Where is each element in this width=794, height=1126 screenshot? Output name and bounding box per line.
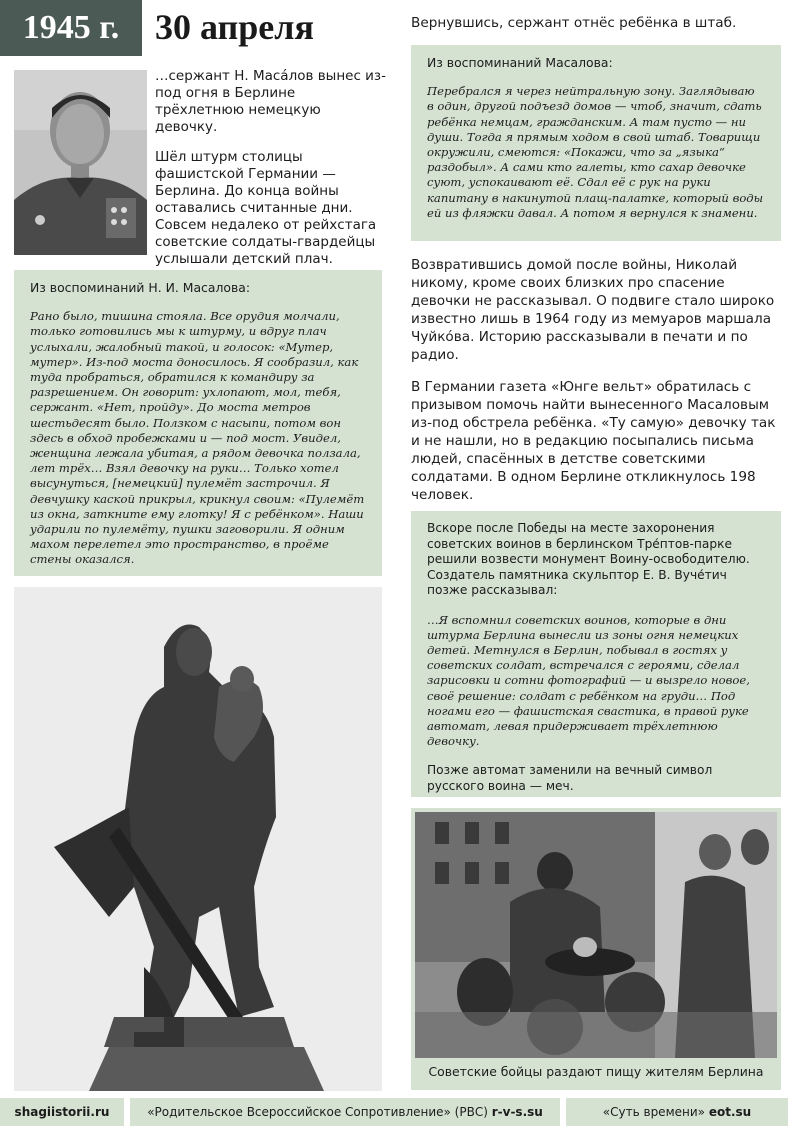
portrait-photo — [14, 70, 147, 255]
right-paragraph-2: В Германии газета «Юнге вельт» обратилась с призывом помочь найти вынесенного Масаловым из-под обстрела ребёнка. «Ту самую» девочку так и не нашли, но в редакцию посыпались письма людей, спасённых в детстве советскими солдатами. В одном Берлине откликнулось 198 человек. — [411, 379, 776, 503]
footer-link-shagiistorii[interactable] — [0, 1098, 124, 1126]
intro-text — [155, 68, 387, 281]
street-photo-panel — [411, 808, 781, 1090]
sculptor-quote-outro: Позже автомат заменили на вечный символ русского воина — меч. — [427, 763, 713, 793]
footer-eot-text: «Суть времени» — [602, 1105, 705, 1119]
right-paragraph-1: Возвратившись домой после войны, Николай никому, кроме своих близких про спасение девочки не рассказывал. О подвиге стало широко известно лишь в 1964 году из мемуаров маршала Чуйко́ва. Историю рассказывали в печати и по радио. — [411, 257, 775, 363]
memoir-quote-2-title: Из воспоминаний Масалова: — [427, 55, 613, 70]
footer-site-1[interactable]: shagiistorii.ru — [14, 1105, 110, 1119]
page-title: 30 апреля — [155, 7, 314, 47]
intro-paragraph-1: …сержант Н. Маса́лов вынес из-под огня в Берлине трёхлетнюю немецкую девочку. — [155, 68, 386, 135]
footer-link-eot[interactable] — [566, 1098, 788, 1126]
memoir-quote-2 — [411, 45, 781, 241]
footer-link-rvs[interactable] — [130, 1098, 560, 1126]
footer-eot-site[interactable]: eot.su — [708, 1105, 752, 1119]
intro-paragraph-2: Шёл штурм столицы фашистской Германии — Берлина. До конца войны оставались считанные дни. Совсем недалеко от рейхстага советские солдаты-гвардейцы услышали детский плач. — [155, 149, 377, 267]
memoir-quote-1 — [14, 270, 382, 576]
monument-photo — [14, 587, 382, 1091]
right-paragraph-0: Вернувшись, сержант отнёс ребёнка в штаб. — [411, 15, 737, 31]
street-photo — [415, 812, 777, 1058]
year-label: 1945 г. — [22, 9, 120, 46]
footer-rvs-text: «Родительское Всероссийское Сопротивление» (РВС) — [147, 1105, 488, 1119]
sculptor-quote-text: …Я вспомнил советских воинов, которые в дни штурма Берлина вынесли из зоны огня немецких детей. Метнулся в Берлин, побывал в гостях у советских солдат, встречался с героями, сделал зарисовки и сотни фотографий — и вызрело новое, своё решение: солдат с ребёнком на груди… Под ногами его — фашистская свастика, в правой руке автомат, левая придерживает трёхлетнюю девочку. — [427, 612, 750, 749]
photo-caption: Советские бойцы раздают пищу жителям Берлина — [428, 1064, 764, 1079]
footer-rvs-site[interactable]: r-v-s.su — [491, 1105, 543, 1119]
sculptor-quote-intro: Вскоре после Победы на месте захоронения советских воинов в берлинском Тре́птов-парке решили возвести монумент Воину-освободителю. Создатель памятника скульптор Е. В. Вуче́тич позже рассказывал: — [427, 521, 750, 597]
sculptor-quote — [411, 511, 781, 797]
memoir-quote-1-text: Рано было, тишина стояла. Все орудия молчали, только готовились мы к штурму, и вдруг плач услыхали, жалобный такой, и голосок: «Мутер, мутер». Из-под моста доносилось. Я сообразил, как туда пробраться, обратился к командиру за разрешением. Он говорит: ухлопают, мол, тебя, сержант. «Нет, пройду». До моста метров шестьдесят было. Ползком с насыпи, потом вон здесь в обход пробежками и — под мост. Увидел, женщина лежала убитая, а рядом девочка ползала, лет трёх… Взял девочку на руки… Только хотел высунуться, [немецкий] пулемёт застрочил. Я девчушку каской прикрыл, крикнул своим: «Пулемёт из окна, заткните ему глотку! Я с ребёнком». Наши ударили по пулемёту, пушки заговорили. Я одним махом перелетел это пространство, в проёме стены оказался. — [30, 309, 365, 567]
memoir-quote-1-title: Из воспоминаний Н. И. Масалова: — [30, 280, 251, 295]
footer — [0, 1098, 794, 1126]
memoir-quote-2-text: Перебрался я через нейтральную зону. Заглядываю в один, другой подъезд домов — чтоб, значит, сдать ребёнка немцам, гражданским. А там пусто — ни души. Тогда я прямым ходом в свой штаб. Товарищи окружили, смеются: «Покажи, что за „языка“ раздобыл». А сами кто галеты, кто сахар девочке суют, успокаивают её. Сдал её с рук на руки капитану в накинутой плащ-палатке, который воды ей из фляжки давал. А потом я вернулся к знамени. — [427, 84, 764, 220]
year-badge — [0, 0, 142, 56]
